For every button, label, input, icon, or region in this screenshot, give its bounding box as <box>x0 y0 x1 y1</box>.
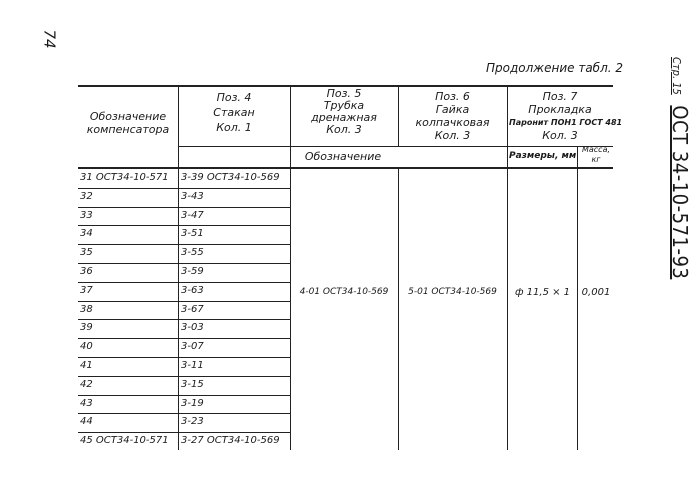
stamp-standard: ОСТ 34-10-571-93 <box>668 105 692 280</box>
row-3-stakan: 3-47 <box>181 209 204 221</box>
page-number: 74 <box>40 29 59 49</box>
header-col2 <box>180 90 288 135</box>
header-oboznachenie: Обозначение <box>304 150 382 163</box>
header-razmery: Размеры, мм <box>509 151 577 161</box>
header-col2-line3: Кол. 1 <box>216 121 252 134</box>
header-col3-line2: Трубка <box>323 99 365 112</box>
row-14-line-left <box>78 432 290 433</box>
row-11-stakan: 3-11 <box>181 360 204 371</box>
row-5-stakan: 3-55 <box>181 247 204 259</box>
row-7-compensator: 37 <box>80 284 93 296</box>
row-2-compensator: 32 <box>80 190 93 202</box>
row-3-compensator: 33 <box>80 209 93 221</box>
side-stamp <box>668 57 692 280</box>
row-6-stakan: 3-59 <box>181 266 204 277</box>
header-col2-line1: Поз. 4 <box>216 91 252 104</box>
header-massa-line1: Масса, <box>581 145 611 154</box>
header-col5-line1: Поз. 7 <box>542 90 578 103</box>
header-col3 <box>292 88 396 136</box>
header-col4-line2: Гайка <box>435 103 470 116</box>
header-col4 <box>400 90 505 142</box>
col-line-2 <box>290 85 291 450</box>
row-9-stakan: 3-03 <box>181 322 204 334</box>
header-bottom-line <box>78 167 613 169</box>
row-5-line-left <box>78 263 290 264</box>
row-5-compensator: 35 <box>80 247 93 259</box>
header-col3-line4: Кол. 3 <box>326 123 362 136</box>
header-col5-line3: Паронит ПОН1 ГОСТ 481 <box>509 118 623 127</box>
row-8-line-left <box>78 319 290 320</box>
row-8-stakan: 3-67 <box>181 303 204 315</box>
row-9-line-left <box>78 338 290 339</box>
col-line-4 <box>507 85 508 450</box>
row-9-compensator: 39 <box>80 322 93 334</box>
common-gaika: 5-01 ОСТ34-10-569 <box>408 287 497 297</box>
header-col3-line3: дренажная <box>311 111 377 124</box>
row-1-stakan: 3-39 ОСТ34-10-569 <box>181 172 280 183</box>
common-prokladka: ф 11,5 × 1 <box>514 287 571 298</box>
row-3-line-left <box>78 225 290 226</box>
row-12-compensator: 42 <box>80 378 93 390</box>
header-col4-line3: колпачковая <box>415 116 490 129</box>
row-6-compensator: 36 <box>80 266 93 277</box>
header-col5-line2: Прокладка <box>528 103 592 116</box>
common-massa: 0,001 <box>581 287 611 298</box>
row-4-compensator: 34 <box>80 228 93 240</box>
common-trubka: 4-01 ОСТ34-10-569 <box>299 287 389 297</box>
row-8-compensator: 38 <box>80 303 93 315</box>
header-massa <box>579 145 613 165</box>
header-col4-line1: Поз. 6 <box>435 90 470 103</box>
header-mid-line <box>178 146 613 147</box>
row-13-line-left <box>78 413 290 414</box>
row-13-stakan: 3-19 <box>181 397 204 409</box>
header-col5 <box>509 90 623 142</box>
row-7-stakan: 3-63 <box>181 284 204 296</box>
row-11-compensator: 41 <box>80 360 93 371</box>
row-4-stakan: 3-51 <box>181 228 204 240</box>
row-12-stakan: 3-15 <box>181 378 204 390</box>
row-15-stakan: 3-27 ОСТ34-10-569 <box>181 435 280 447</box>
row-10-stakan: 3-07 <box>181 341 204 353</box>
header-col1-line1: Обозначение <box>89 110 167 123</box>
header-col3-line1: Поз. 5 <box>326 87 362 100</box>
header-col5-line4: Кол. 3 <box>542 129 578 142</box>
header-col1-line2: компенсатора <box>86 123 170 136</box>
header-col1 <box>80 110 176 136</box>
header-massa-line2: кг <box>591 155 601 164</box>
header-col4-line4: Кол. 3 <box>434 129 471 142</box>
row-13-compensator: 43 <box>80 397 93 409</box>
row-2-stakan: 3-43 <box>181 190 204 202</box>
row-14-stakan: 3-23 <box>181 416 204 428</box>
row-10-line-left <box>78 357 290 358</box>
col-line-3-upper <box>398 85 399 146</box>
row-10-compensator: 40 <box>80 341 93 353</box>
continuation-label: Продолжение табл. 2 <box>486 61 624 75</box>
row-14-compensator: 44 <box>80 416 93 428</box>
col-line-3-lower <box>398 167 399 450</box>
row-1-compensator: 31 ОСТ34-10-571 <box>80 172 169 183</box>
header-col2-line2: Стакан <box>213 106 255 119</box>
col-line-5 <box>577 146 578 450</box>
stamp-page: Стр. 15 <box>670 57 683 95</box>
row-15-compensator: 45 ОСТ34-10-571 <box>80 435 169 447</box>
row-4-line-left <box>78 244 290 245</box>
